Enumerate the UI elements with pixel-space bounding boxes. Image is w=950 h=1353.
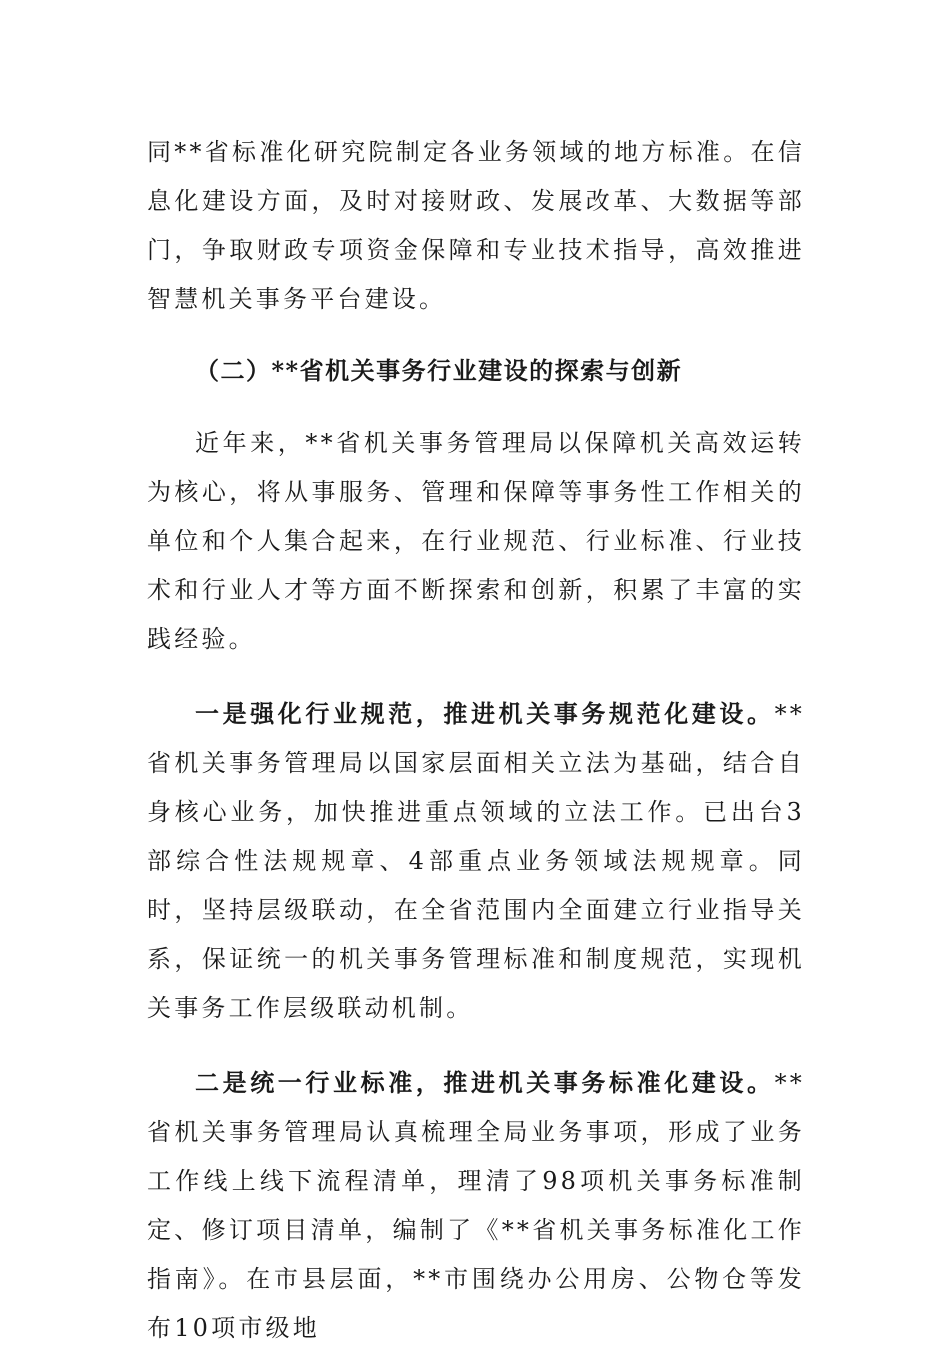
paragraph-standards-body: **省机关事务管理局认真梳理全局业务事项，形成了业务工作线上线下流程清单，理清了98项机关事务标准制定、修订项目清单，编制了《**省机关事务标准化工作指南》。在市县层面，**市围绕办公用房、公物仓等发布10项市级地 — [147, 1069, 805, 1342]
document-body — [147, 128, 805, 1353]
paragraph-norms — [147, 689, 805, 1033]
section-heading: （二）**省机关事务行业建设的探索与创新 — [195, 356, 683, 385]
paragraph-standards-lead: 二是统一行业标准，推进机关事务标准化建设。 — [195, 1068, 775, 1097]
paragraph-standards — [147, 1058, 805, 1353]
paragraph-continued: 同**省标准化研究院制定各业务领域的地方标准。在信息化建设方面，及时对接财政、发展改革、大数据等部门，争取财政专项资金保障和专业技术指导，高效推进智慧机关事务平台建设。 — [147, 138, 805, 313]
paragraph-norms-body: **省机关事务管理局以国家层面相关立法为基础，结合自身核心业务，加快推进重点领域的立法工作。已出台3部综合性法规规章、4部重点业务领域法规规章。同时，坚持层级联动，在全省范围内全面建立行业指导关系，保证统一的机关事务管理标准和制度规范，实现机关事务工作层级联动机制。 — [147, 700, 805, 1022]
paragraph-intro: 近年来，**省机关事务管理局以保障机关高效运转为核心，将从事服务、管理和保障等事务性工作相关的单位和个人集合起来，在行业规范、行业标准、行业技术和行业人才等方面不断探索和创新，积累了丰富的实践经验。 — [147, 429, 805, 653]
paragraph-norms-lead: 一是强化行业规范，推进机关事务规范化建设。 — [195, 699, 775, 728]
